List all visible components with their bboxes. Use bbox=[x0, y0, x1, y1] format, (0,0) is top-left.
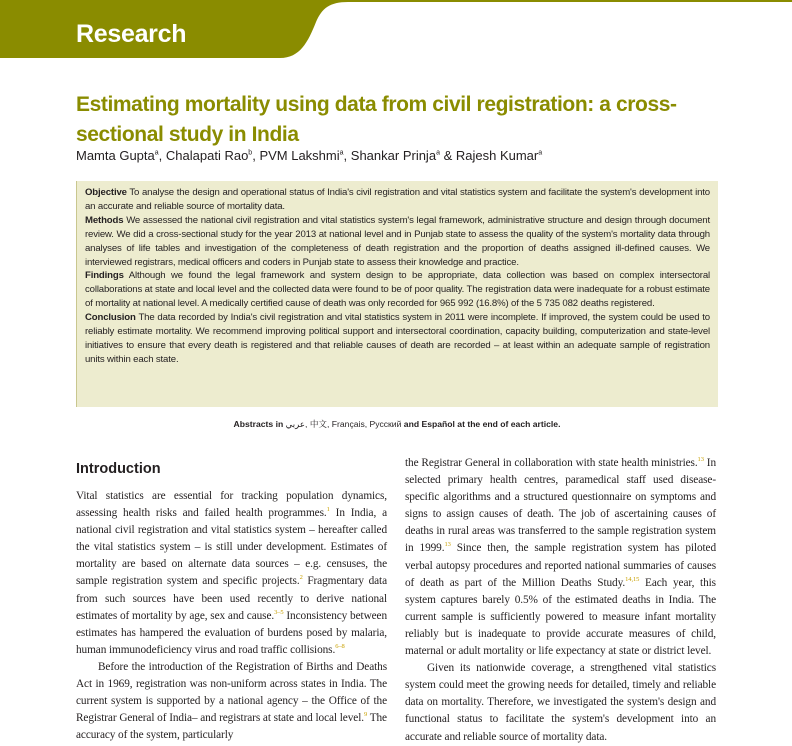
abstract-objective: Objective To analyse the design and operational status of India's civil registration and vital statistics system and facilitate the system's development into an accurate and reliable source of mortality data. bbox=[85, 187, 710, 212]
abstract-languages-note: Abstracts in عربي, 中文, Français, Русский and Español at the end of each article. bbox=[233, 419, 561, 429]
section-label: Research bbox=[76, 20, 187, 48]
paragraph: Before the introduction of the Registration of Births and Deaths Act in 1969, registration was non-uniform across states in India. The current system is supported by a national agency – the Office of the Registrar General of India– and registrars at state and local level.$^9$ The accuracy of the system, particularly bbox=[76, 660, 387, 742]
abstract-methods: Methods We assessed the national civil registration and vital statistics system's legal framework, administrative structure and design through document review. We did a cross-sectional study for the year 2013 at national level and in Punjab state to assess the quality of the system's mortality data through analyses of life tables and investigation of the completeness of death registration and the proportion of deaths assigned ill-defined causes. We interviewed registrars, medical officers and coders in Punjab state to assess their knowledge and practice. bbox=[85, 214, 710, 268]
paragraph: the Registrar General in collaboration with state health ministries.$^{13}$ In selected primary health centres, paramedical staff used disease-specific algorithms and a structured questionnaire on symptoms and signs to assign causes of death. The job of ascertaining causes of deaths in rural areas was transferred to the sample registration system in 1999.13 Since then, the sample registration system has piloted verbal autopsy procedures and reported national summaries of causes of death as part of the Million Deaths Study.$^{14,15}$ Each year, this system captures barely 0.5% of the estimated deaths in India. The current sample is sufficiently powered to measure infant mortality reliably but is inadequate to provide accurate measures of child, maternal or adult mortality or life expectancy at state or district level. bbox=[405, 456, 717, 658]
author: Chalapati Rao bbox=[165, 148, 249, 163]
author: Shankar Prinja bbox=[350, 148, 437, 163]
abstract-conclusion: Conclusion The data recorded by India's civil registration and vital statistics system in 2011 were incomplete. If improved, the system could be used to reliably estimate mortality. We recommend improving political support and intersectoral coordination, capacity building, computerization and state-level initiatives to ensure that every death is registered and that reliable causes of death are recorded – at least within an adequate sample of registration units within each state. bbox=[85, 312, 710, 365]
paragraph: Vital statistics are essential for tracking population dynamics, assessing health risks and failed health programmes.$^1$ In India, a national civil registration and vital statistics system – hereafter called the vital statistics system – is still under development. Estimates of mortality are based on alternate data sources – e.g. censuses, the sample registration system and specific projects.$^2$ Fragmentary data from such sources have been used recently to derive national estimates of mortality by age, sex and cause.$^{3-5}$ Inconsistency between estimates has hampered the evaluation of burdens posed by malaria, human immunodeficiency virus and road traffic collisions.$^{6-8}$ bbox=[76, 490, 387, 656]
author: PVM Lakshmi bbox=[259, 148, 340, 163]
author: Rajesh Kumar bbox=[455, 148, 539, 163]
abstract-findings: Findings Although we found the legal framework and system design to be appropriate, data collection was based on complex intersectoral collaborations at state and local level and the collected data were found to be of poor quality. The registration data were inadequate for a robust estimate of mortality at national level. A medically certified cause of death was only recorded for 965 992 (16.8%) of the 5 735 082 deaths registered. bbox=[85, 270, 710, 310]
paragraph: Given its nationwide coverage, a strengthened vital statistics system could meet the growing needs for detailed, timely and reliable data on mortality. Therefore, we investigated the system's design and functional status to facilitate the system's development into an accurate and reliable source of mortality data. bbox=[405, 662, 716, 743]
body-column-left bbox=[76, 488, 387, 744]
article-title: Estimating mortality using data from civil registration: a cross-sectional study in India bbox=[76, 93, 677, 146]
body-column-right bbox=[405, 455, 716, 746]
abstract-box bbox=[76, 181, 718, 407]
section-heading-introduction: Introduction bbox=[76, 461, 161, 477]
author-list: Mamta Gupta$^a$, Chalapati Rao$^b$, PVM Lakshmi$^a$, Shankar Prinja$^a$ & Rajesh Kumar$^a$ bbox=[76, 148, 543, 163]
author: Mamta Gupta bbox=[76, 148, 155, 163]
